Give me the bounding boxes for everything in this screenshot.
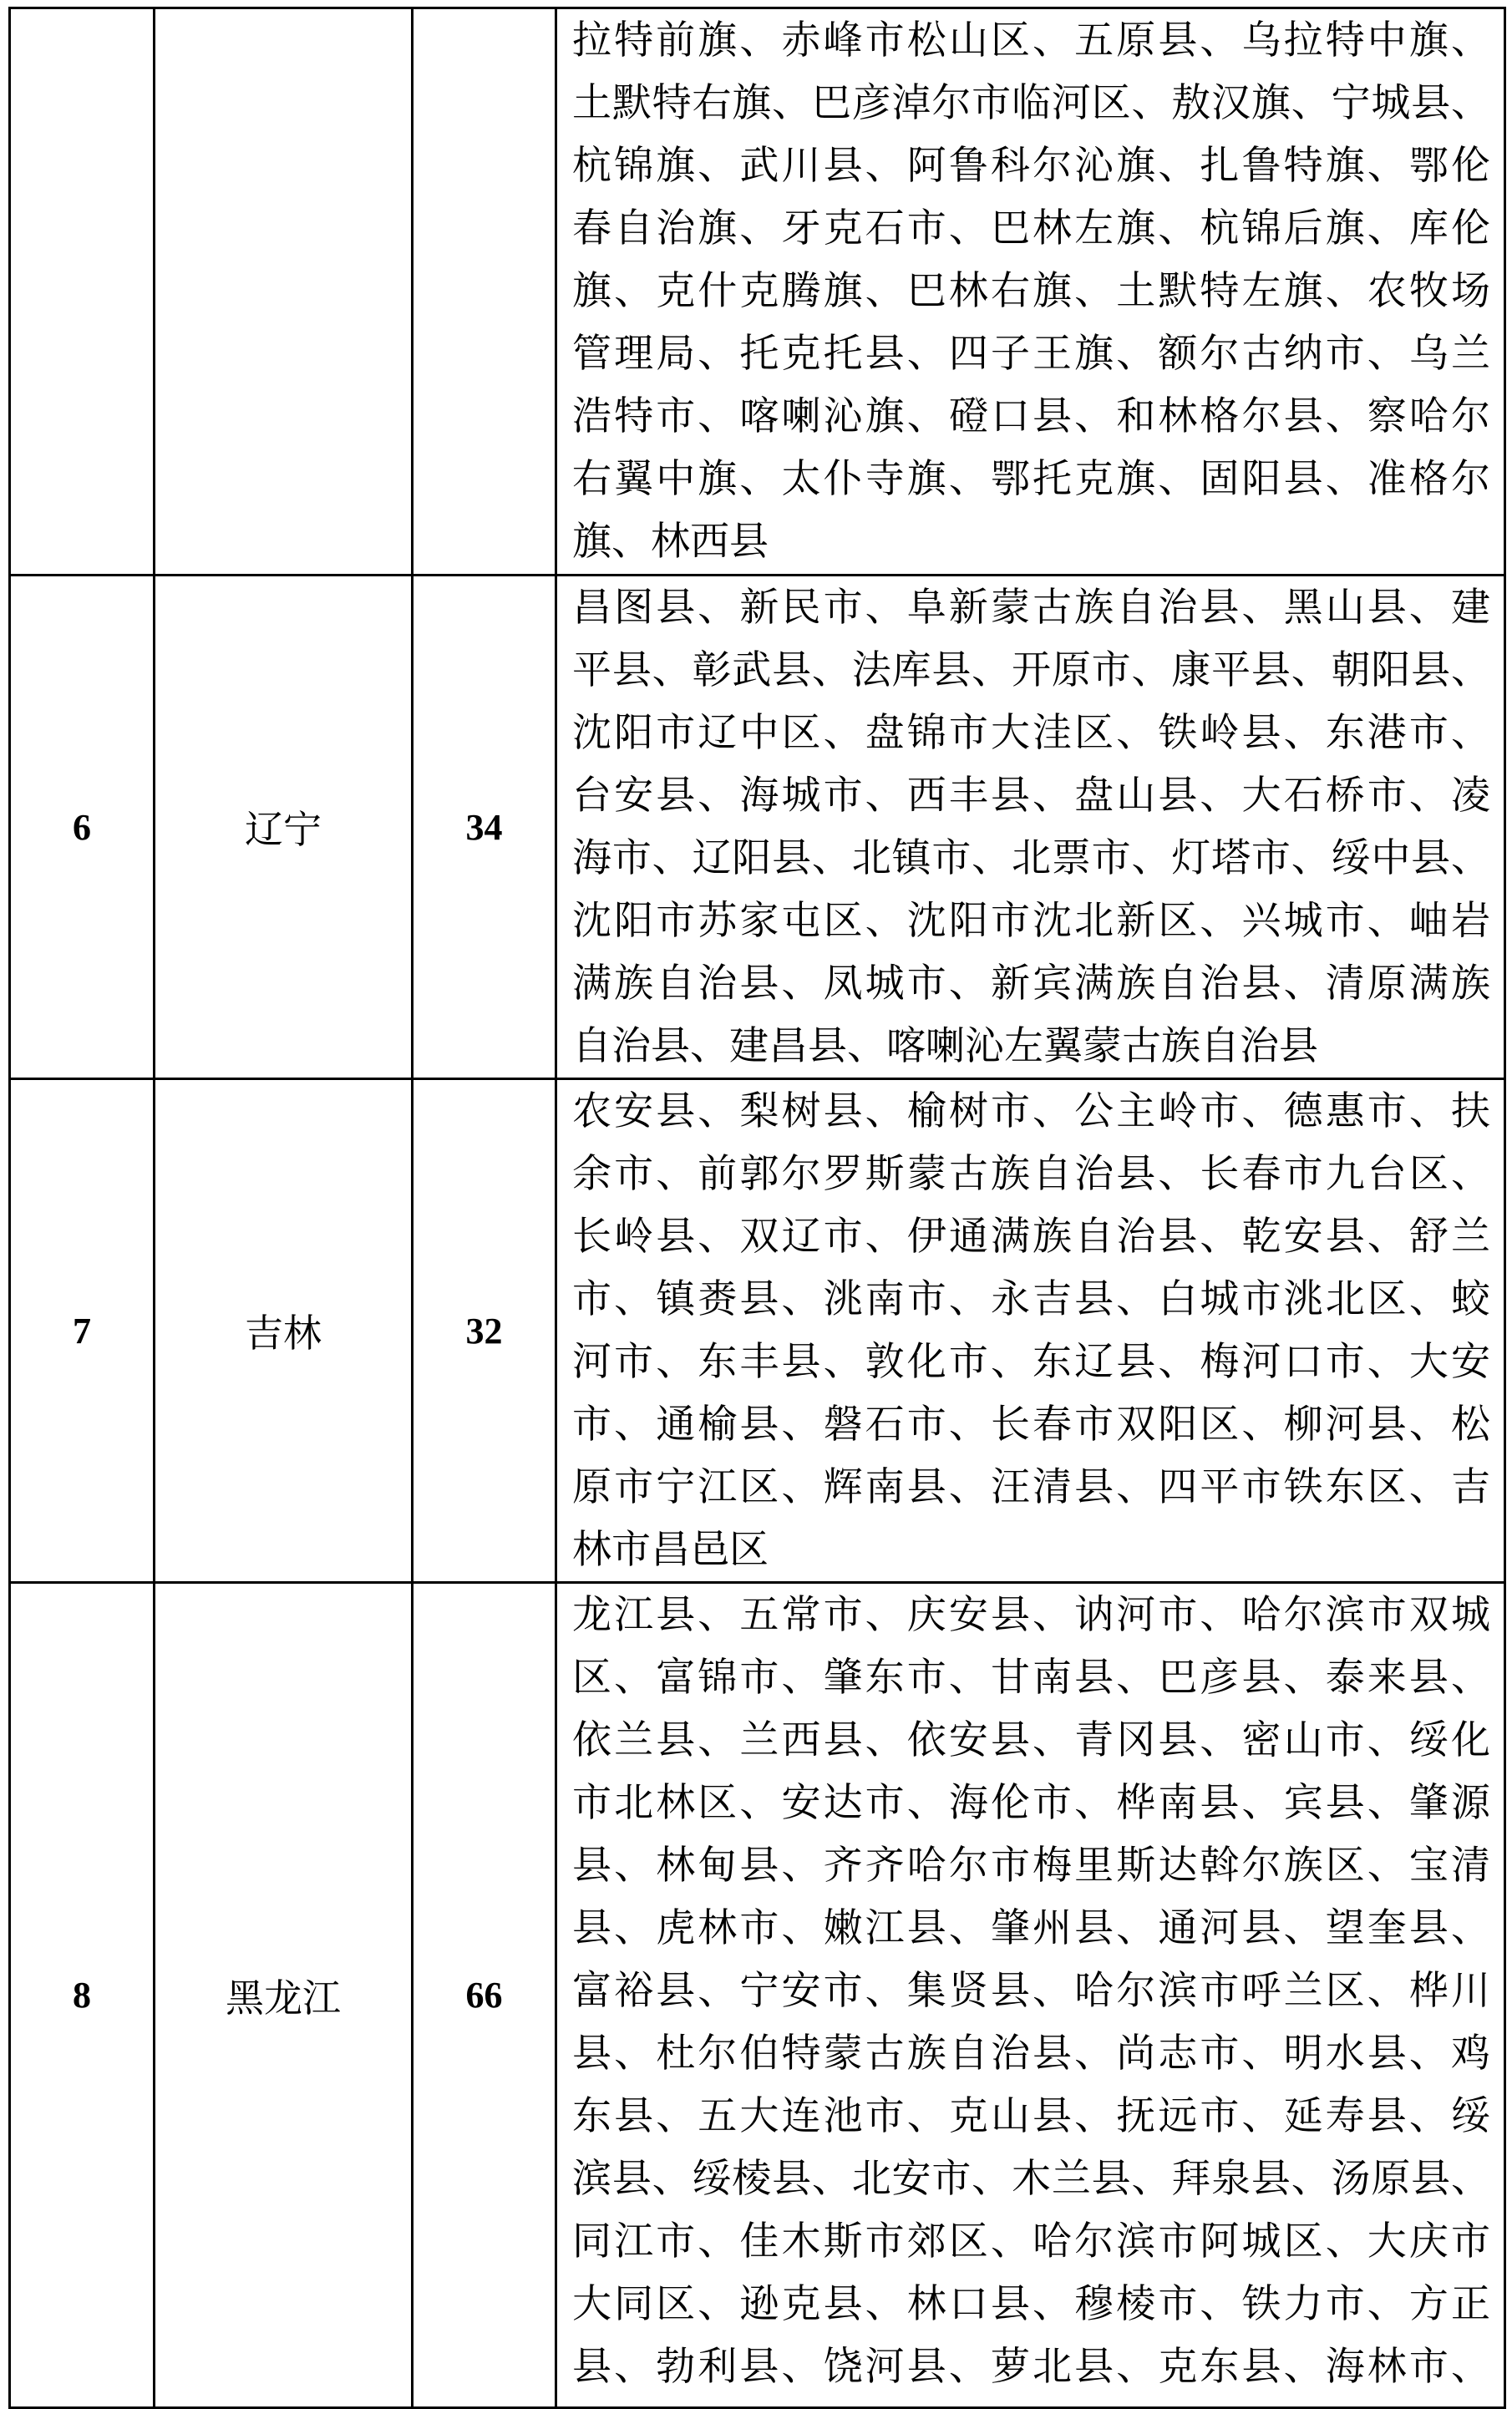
county-list-line: 依兰县、兰西县、依安县、青冈县、密山市、绥化 [572,1717,1490,1763]
row-index: 8 [10,1583,155,2408]
county-list-line: 市北林区、安达市、海伦市、桦南县、宾县、肇源 [572,1780,1490,1826]
county-list-line: 原市宁江区、辉南县、汪清县、四平市铁东区、吉 [572,1464,1490,1510]
county-list-line: 大同区、逊克县、林口县、穆棱市、铁力市、方正 [572,2281,1490,2327]
county-list-line: 县、勃利县、饶河县、萝北县、克东县、海林市、 [572,2344,1490,2390]
county-list-line: 自治县、建昌县、喀喇沁左翼蒙古族自治县 [572,1023,1318,1069]
province-name: 吉林 [155,1079,413,1583]
county-list-line: 富裕县、宁安市、集贤县、哈尔滨市呼兰区、桦川 [572,1968,1490,2014]
county-list-line: 沈阳市苏家屯区、沈阳市沈北新区、兴城市、岫岩 [572,898,1490,944]
county-list-line: 沈阳市辽中区、盘锦市大洼区、铁岭县、东港市、 [572,710,1490,756]
county-list-line: 杭锦旗、武川县、阿鲁科尔沁旗、扎鲁特旗、鄂伦 [572,143,1490,189]
county-list-line: 长岭县、双辽市、伊通满族自治县、乾安县、舒兰 [572,1214,1490,1260]
county-list [556,576,1505,1079]
county-list [556,8,1505,576]
county-list-table [8,7,1506,2409]
province-name: 黑龙江 [155,1583,413,2408]
table-row [10,8,1505,576]
county-list-line: 满族自治县、凤城市、新宾满族自治县、清原满族 [572,961,1490,1007]
row-index [10,8,155,576]
county-list-line: 管理局、托克托县、四子王旗、额尔古纳市、乌兰 [572,331,1490,377]
province-name [155,8,413,576]
county-count: 66 [413,1583,556,2408]
county-list-line: 市、镇赉县、洮南市、永吉县、白城市洮北区、蛟 [572,1276,1490,1322]
county-list-line: 林市昌邑区 [572,1527,769,1573]
county-list-line: 台安县、海城市、西丰县、盘山县、大石桥市、凌 [572,773,1490,819]
county-list-line: 海市、辽阳县、北镇市、北票市、灯塔市、绥中县、 [572,835,1490,881]
county-list-line: 土默特右旗、巴彦淖尔市临河区、敖汉旗、宁城县、 [572,80,1490,126]
county-list-line: 县、虎林市、嫩江县、肇州县、通河县、望奎县、 [572,1905,1490,1951]
row-index: 7 [10,1079,155,1583]
county-list-line: 平县、彰武县、法库县、开原市、康平县、朝阳县、 [572,647,1490,693]
county-list-line: 昌图县、新民市、阜新蒙古族自治县、黑山县、建 [572,585,1490,631]
county-list-line: 区、富锦市、肇东市、甘南县、巴彦县、泰来县、 [572,1655,1490,1701]
county-list-line: 右翼中旗、太仆寺旗、鄂托克旗、固阳县、准格尔 [572,456,1490,502]
province-name: 辽宁 [155,576,413,1079]
table-row [10,576,1505,1079]
county-list-line: 县、杜尔伯特蒙古族自治县、尚志市、明水县、鸡 [572,2031,1490,2077]
county-list-line: 春自治旗、牙克石市、巴林左旗、杭锦后旗、库伦 [572,205,1490,251]
county-count [413,8,556,576]
county-list-line: 拉特前旗、赤峰市松山区、五原县、乌拉特中旗、 [572,18,1490,63]
county-list-line: 东县、五大连池市、克山县、抚远市、延寿县、绥 [572,2093,1490,2139]
row-index: 6 [10,576,155,1079]
county-list-line: 县、林甸县、齐齐哈尔市梅里斯达斡尔族区、宝清 [572,1843,1490,1889]
county-list-line: 浩特市、喀喇沁旗、磴口县、和林格尔县、察哈尔 [572,393,1490,439]
table-row [10,1079,1505,1583]
county-list-line: 旗、克什克腾旗、巴林右旗、土默特左旗、农牧场 [572,268,1490,314]
table-row [10,1583,1505,2408]
county-list-line: 河市、东丰县、敦化市、东辽县、梅河口市、大安 [572,1339,1490,1385]
county-list-line: 农安县、梨树县、榆树市、公主岭市、德惠市、扶 [572,1088,1490,1134]
county-list [556,1583,1505,2408]
county-list-line: 滨县、绥棱县、北安市、木兰县、拜泉县、汤原县、 [572,2156,1490,2202]
county-list-line: 余市、前郭尔罗斯蒙古族自治县、长春市九台区、 [572,1151,1490,1197]
county-list-line: 旗、林西县 [572,519,769,565]
county-list-line: 市、通榆县、磐石市、长春市双阳区、柳河县、松 [572,1402,1490,1448]
county-count: 32 [413,1079,556,1583]
county-count: 34 [413,576,556,1079]
county-list-line: 同江市、佳木斯市郊区、哈尔滨市阿城区、大庆市 [572,2219,1490,2264]
county-list-line: 龙江县、五常市、庆安县、讷河市、哈尔滨市双城 [572,1592,1490,1638]
county-list [556,1079,1505,1583]
